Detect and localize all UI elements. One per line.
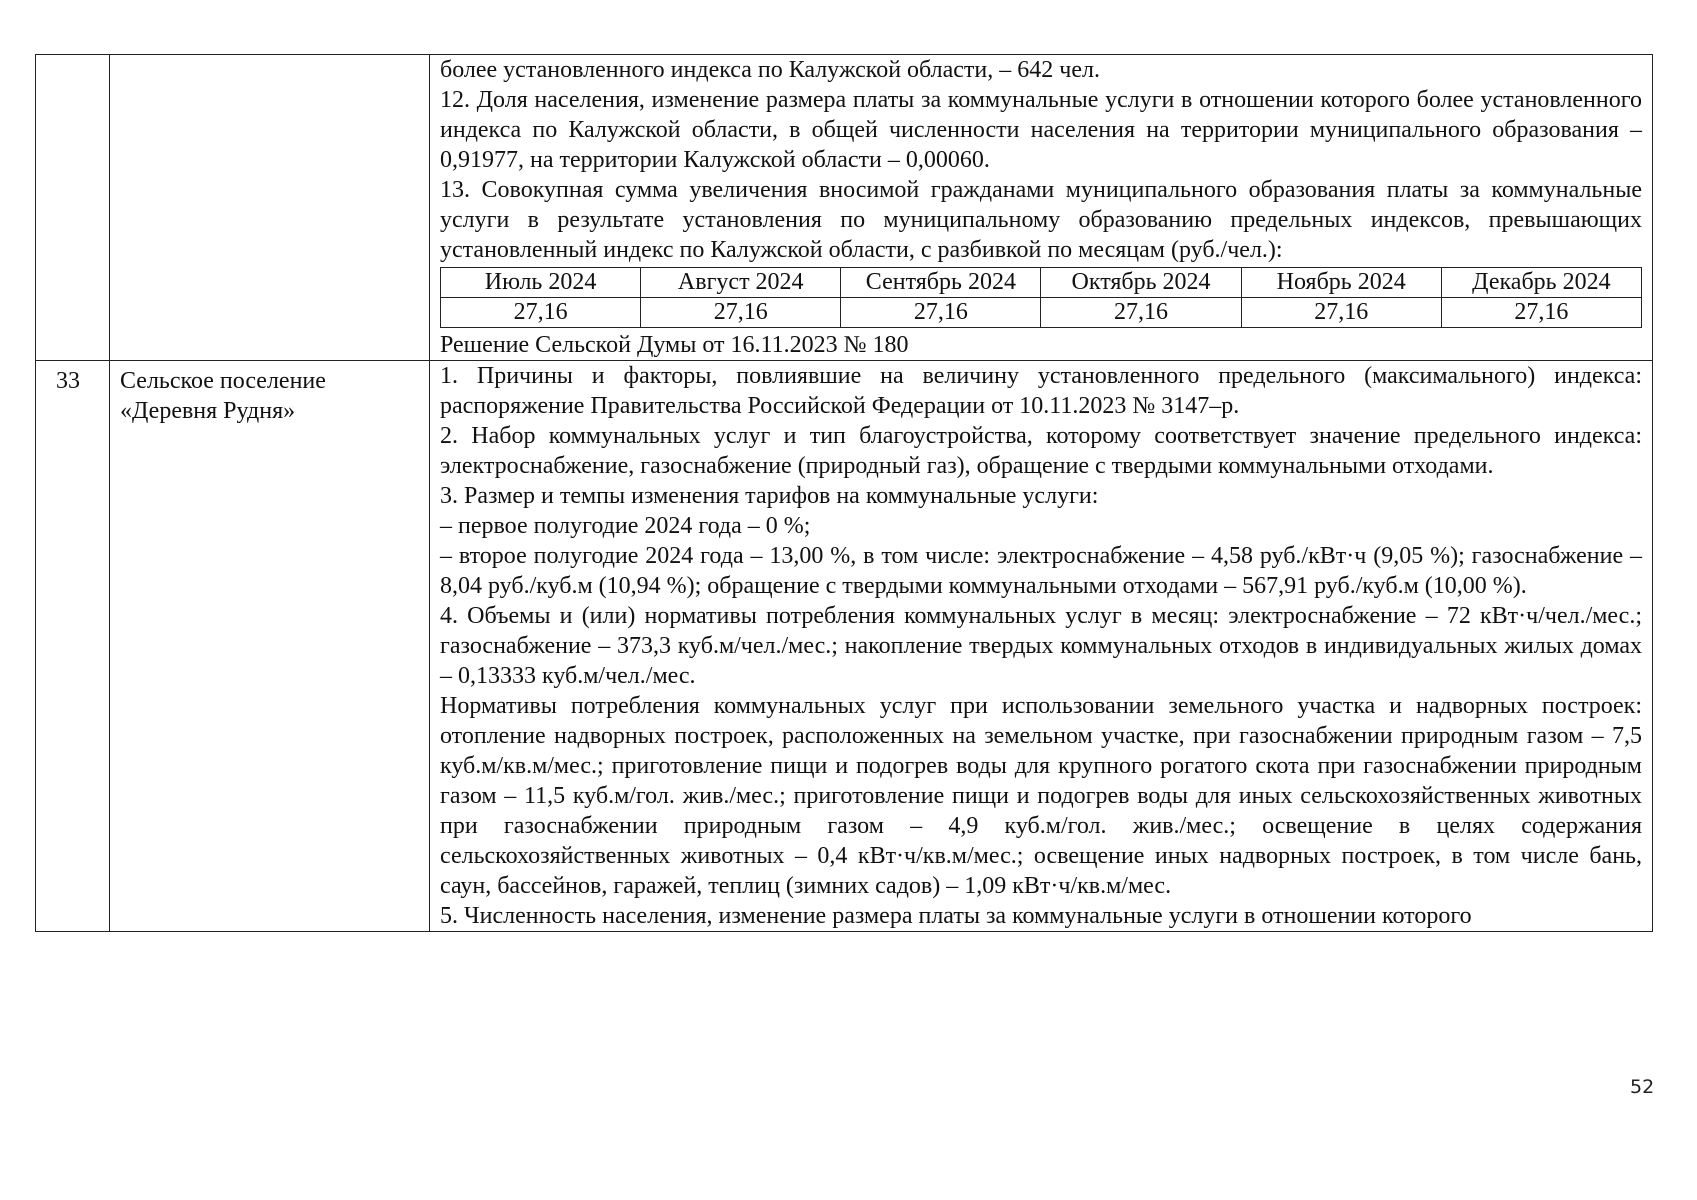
month-header: Июль 2024 xyxy=(441,268,641,298)
municipality-name-line1: Сельское поселение xyxy=(120,368,326,394)
month-value: 27,16 xyxy=(1241,298,1441,328)
description-cell xyxy=(430,361,1653,932)
paragraph-consumption-volumes: 4. Объемы и (или) нормативы потребления коммунальных услуг в месяц: электроснабжение – 72 кВт·ч/чел./мес.; газоснабжение – 373,3 куб.м/чел./мес.; накопление твердых коммунальных отходов в индивидуальных жилых домах – 0,13333 куб.м/чел./мес. xyxy=(440,603,1642,689)
decision-reference: Решение Сельской Думы от 16.11.2023 № 180 xyxy=(440,332,909,358)
paragraph-population-share: 12. Доля населения, изменение размера платы за коммунальные услуги в отношении которого более установленного индекса по Калужской области, в общей численности населения на территории муниципального образования – 0,91977, на территории Калужской области – 0,00060. xyxy=(440,87,1642,173)
monthly-header-row xyxy=(441,268,1642,298)
month-value: 27,16 xyxy=(441,298,641,328)
paragraph-land-norms: Нормативы потребления коммунальных услуг при использовании земельного участка и надворных построек: отопление надворных построек, расположенных на земельном участке, при газоснабжении природным газом – 7,5 куб.м/кв.м/мес.; приготовление пищи и подогрев воды для крупного рогатого скота при газоснабжении природным газом – 11,5 куб.м/гол. жив./мес.; приготовление пищи и подогрев воды для иных сельскохозяйственных животных при газоснабжении природным газом – 4,9 куб.м/гол. жив./мес.; освещение в целях содержания сельскохозяйственных животных – 0,4 кВт·ч/кв.м/мес.; освещение иных надворных построек, в том числе бань, саун, бассейнов, гаражей, теплиц (зимних садов) – 1,09 кВт·ч/кв.м/мес. xyxy=(440,693,1642,899)
table-row-continuation xyxy=(36,55,1653,361)
month-header: Ноябрь 2024 xyxy=(1241,268,1441,298)
month-header: Август 2024 xyxy=(641,268,841,298)
municipal-index-table xyxy=(35,54,1653,932)
paragraph-first-half: – первое полугодие 2024 года – 0 %; xyxy=(440,513,811,539)
paragraph-second-half: – второе полугодие 2024 года – 13,00 %, в том числе: электроснабжение – 4,58 руб./кВт·ч (9,05 %); газоснабжение – 8,04 руб./куб.м (10,94 %); обращение с твердыми коммунальными отходами – 567,91 руб./куб.м (10,00 %). xyxy=(440,543,1642,599)
monthly-value-row xyxy=(441,298,1642,328)
municipality-name-line2: «Деревня Рудня» xyxy=(120,398,296,424)
month-value: 27,16 xyxy=(1441,298,1641,328)
paragraph-population-count: более установленного индекса по Калужской области, – 642 чел. xyxy=(440,57,1100,83)
paragraph-population-number: 5. Численность населения, изменение размера платы за коммунальные услуги в отношении которого xyxy=(440,903,1472,929)
description-cell xyxy=(430,55,1653,361)
month-header: Сентябрь 2024 xyxy=(841,268,1041,298)
paragraph-total-increase: 13. Совокупная сумма увеличения вносимой гражданами муниципального образования платы за коммунальные услуги в результате установления по муниципальному образованию предельных индексов, превышающих установленный индекс по Калужской области, с разбивкой по месяцам (руб./чел.): xyxy=(440,177,1642,263)
paragraph-tariffs-heading: 3. Размер и темпы изменения тарифов на коммунальные услуги: xyxy=(440,483,1099,509)
number-cell-empty xyxy=(36,55,110,361)
month-value: 27,16 xyxy=(1041,298,1241,328)
monthly-increase-table xyxy=(440,267,1642,328)
paragraph-reasons: 1. Причины и факторы, повлиявшие на величину установленного предельного (максимального) индекса: распоряжение Правительства Российской Федерации от 10.11.2023 № 3147–р. xyxy=(440,363,1642,419)
row-number: 33 xyxy=(36,361,110,932)
name-cell-empty xyxy=(110,55,430,361)
month-header: Октябрь 2024 xyxy=(1041,268,1241,298)
month-header: Декабрь 2024 xyxy=(1441,268,1641,298)
page-number: 52 xyxy=(1630,1076,1655,1098)
municipality-name xyxy=(110,361,430,932)
paragraph-services-set: 2. Набор коммунальных услуг и тип благоустройства, которому соответствует значение предельного индекса: электроснабжение, газоснабжение (природный газ), обращение с твердыми коммунальными отходами. xyxy=(440,423,1642,479)
table-row-33 xyxy=(36,361,1653,932)
month-value: 27,16 xyxy=(641,298,841,328)
month-value: 27,16 xyxy=(841,298,1041,328)
